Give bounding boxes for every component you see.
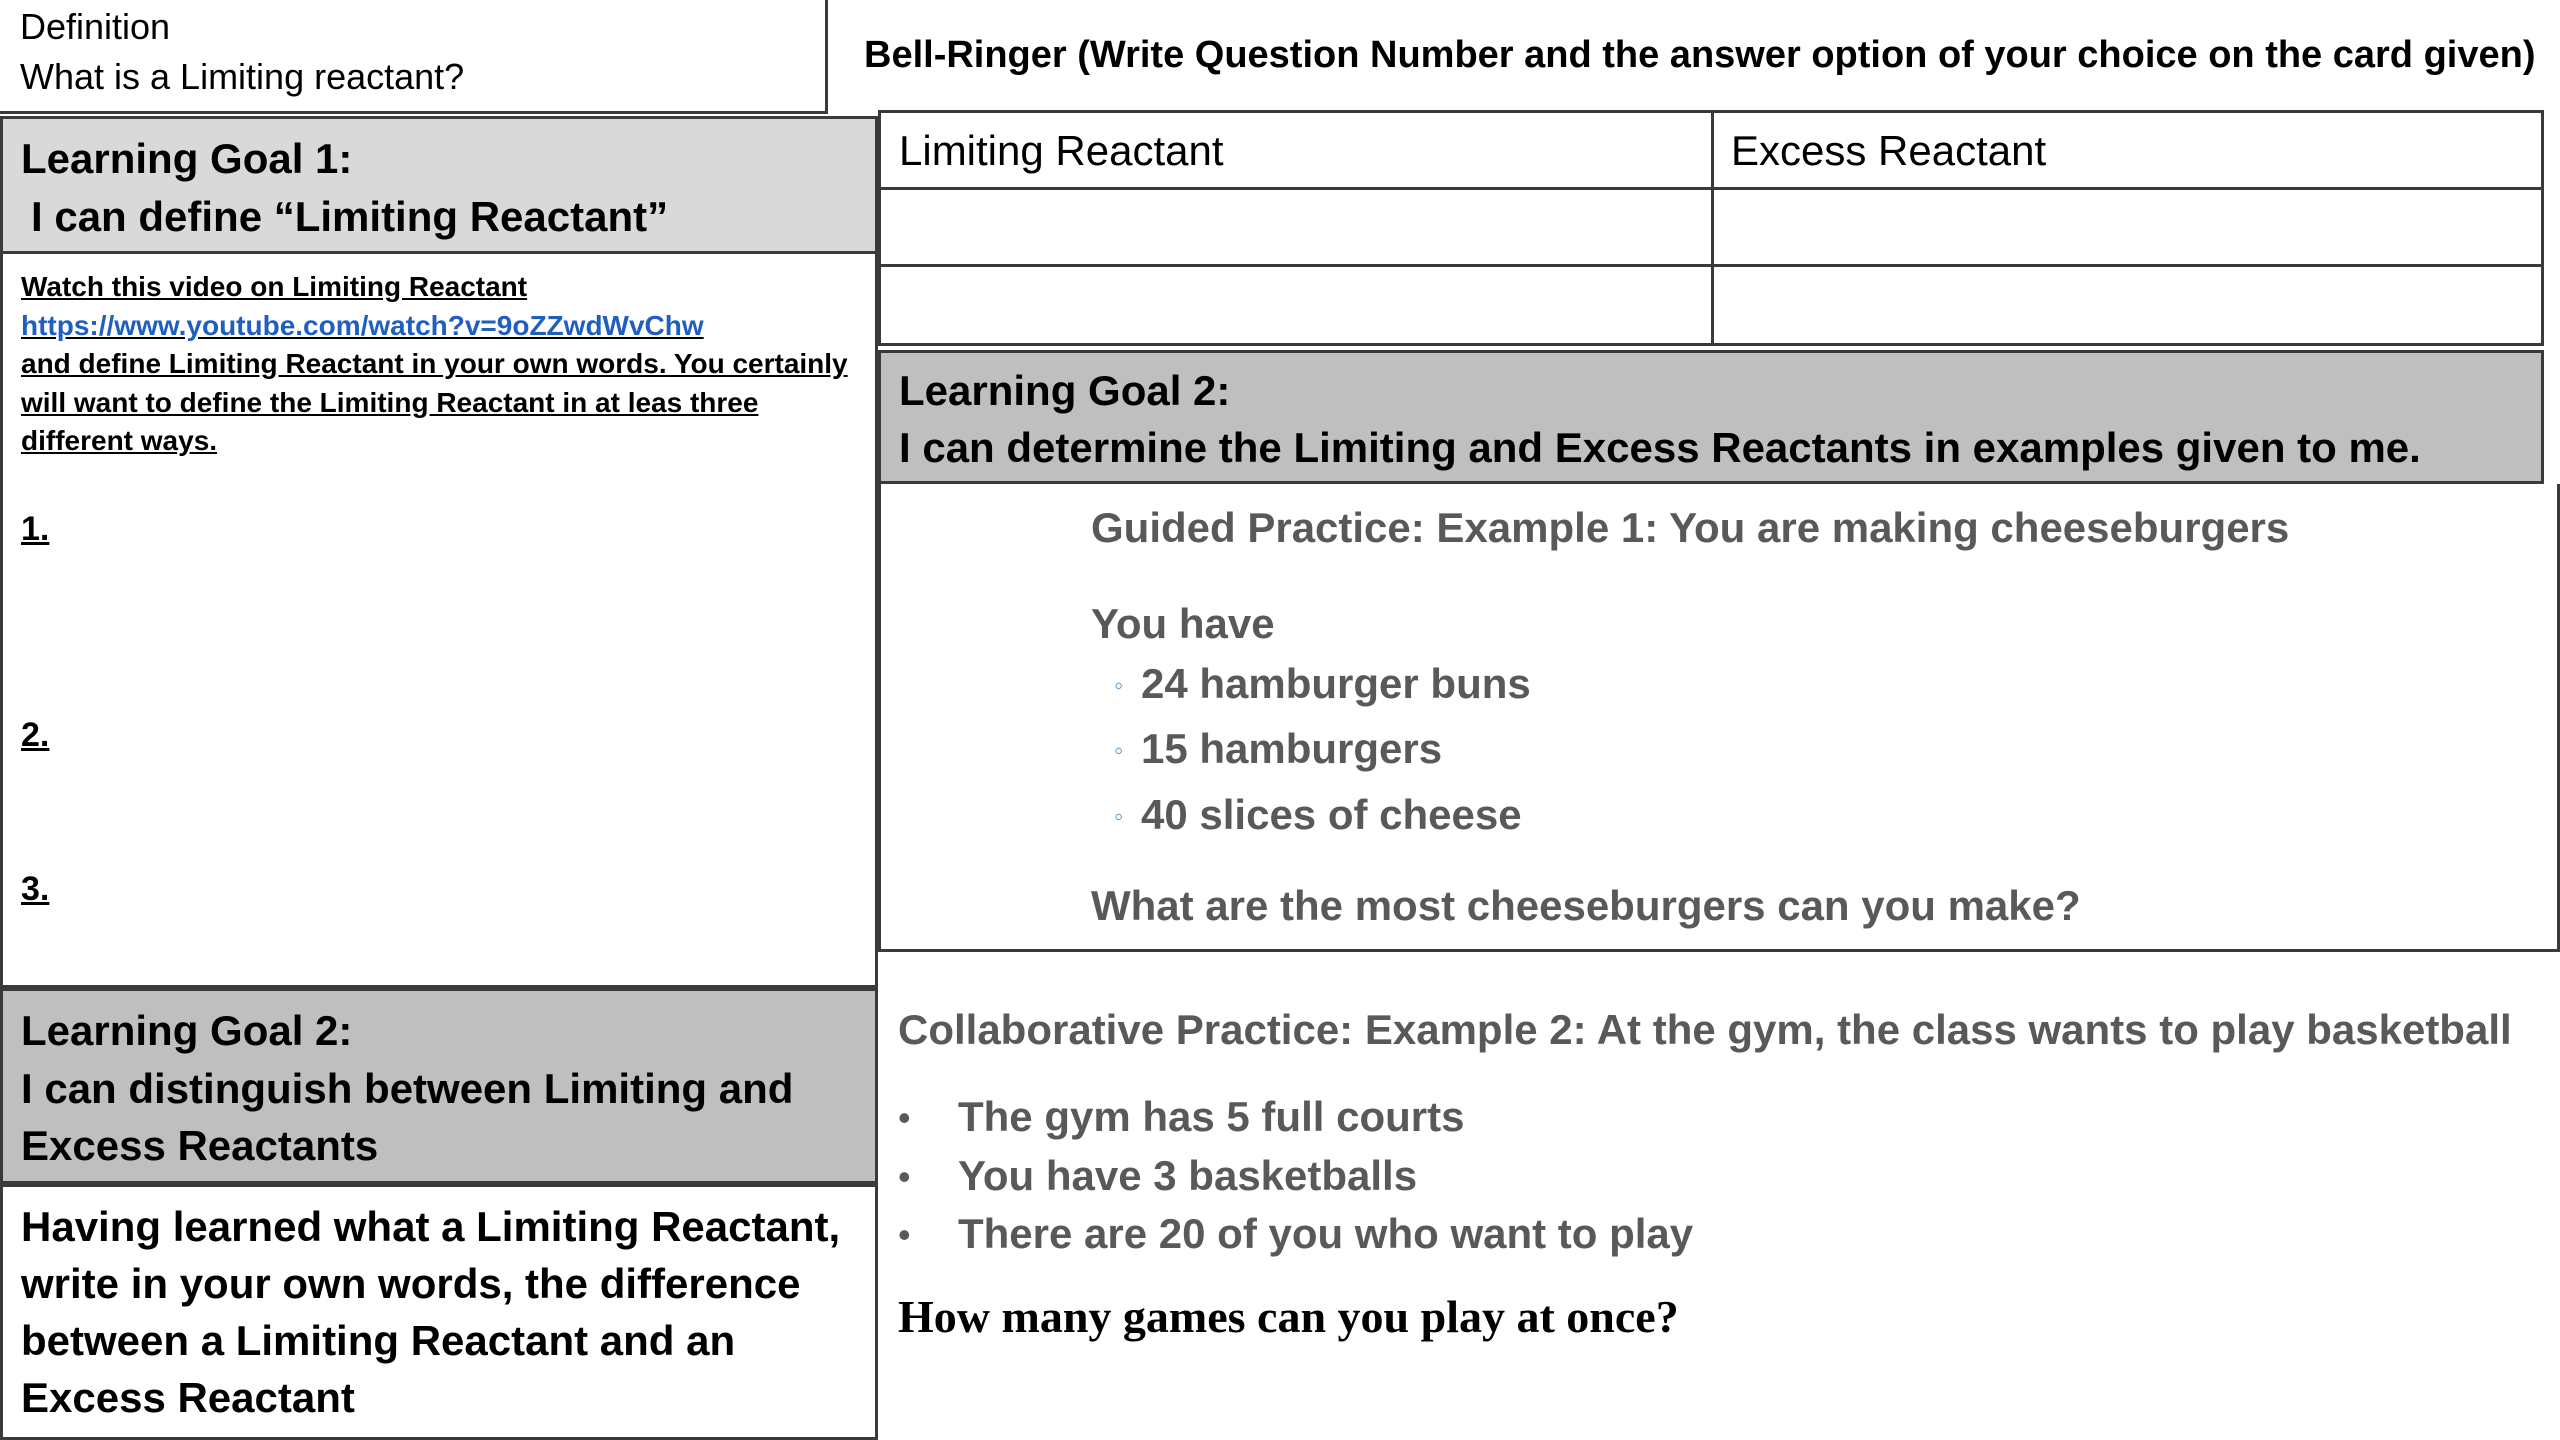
bullet-icon: ◦: [1114, 735, 1124, 765]
definition-box: [0, 0, 828, 114]
video-task-box: [0, 254, 878, 988]
guided-item-3: 40 slices of cheese: [1141, 791, 1522, 838]
definition-heading: Definition: [20, 6, 171, 47]
learning-goal-2-right-statement: I can determine the Limiting and Excess Reactants in examples given to me.: [899, 424, 2421, 471]
difference-task-box: [0, 1184, 878, 1440]
learning-goal-2-right-title: Learning Goal 2:: [899, 367, 1231, 414]
bullet-icon: •: [898, 1097, 911, 1138]
guided-practice-intro: You have: [1091, 600, 1275, 647]
video-link[interactable]: https://www.youtube.com/watch?v=9oZZwdWvChw: [21, 309, 704, 341]
learning-goal-2-left-line2: Excess Reactants: [21, 1122, 379, 1169]
learning-goal-2-left: [0, 988, 878, 1184]
guided-practice-title: Guided Practice: Example 1: You are making cheeseburgers: [1091, 504, 2290, 551]
guided-practice-box: [878, 484, 2560, 952]
answer-number-1: 1.: [21, 510, 50, 548]
difference-task-line2: write in your own words, the difference: [21, 1260, 801, 1307]
video-task-line2: and define Limiting Reactant in your own words. You certainly will want to define the Limiting Reactant in at leas three different ways.: [21, 348, 848, 456]
video-task-line1: Watch this video on Limiting Reactant: [21, 271, 528, 302]
bullet-icon: ◦: [1114, 801, 1124, 831]
learning-goal-1: [0, 116, 878, 254]
difference-task-line3: between a Limiting Reactant and an: [21, 1317, 736, 1364]
guided-practice-question: What are the most cheeseburgers can you make?: [1091, 882, 2081, 929]
collab-item-1: The gym has 5 full courts: [958, 1093, 1465, 1140]
video-task-text: [21, 268, 861, 461]
collab-item-3: There are 20 of you who want to play: [958, 1210, 1694, 1257]
table-cell[interactable]: [881, 267, 1711, 343]
bullet-icon: ◦: [1114, 670, 1124, 700]
table-cell[interactable]: [881, 190, 1711, 264]
answer-number-2: 2.: [21, 716, 50, 754]
learning-goal-1-statement: I can define “Limiting Reactant”: [31, 193, 669, 240]
collab-item-2: You have 3 basketballs: [958, 1152, 1418, 1199]
learning-goal-2-left-title: Learning Goal 2:: [21, 1007, 353, 1054]
answer-number-3: 3.: [21, 870, 50, 908]
table-header-excess: Excess Reactant: [1731, 127, 2047, 174]
learning-goal-2-left-line1: I can distinguish between Limiting and: [21, 1065, 794, 1112]
bell-ringer-instruction: Bell-Ringer (Write Question Number and the answer option of your choice on the card given): [864, 34, 2536, 76]
bell-ringer-table: [878, 110, 2544, 346]
guided-item-2: 15 hamburgers: [1141, 725, 1443, 772]
difference-task-line4: Excess Reactant: [21, 1374, 355, 1421]
bullet-icon: •: [898, 1214, 911, 1255]
guided-item-1: 24 hamburger buns: [1141, 660, 1531, 707]
table-cell[interactable]: [1714, 267, 2541, 343]
bullet-icon: •: [898, 1156, 911, 1197]
collaborative-practice-title: Collaborative Practice: Example 2: At the gym, the class wants to play basketball: [898, 1006, 2512, 1053]
difference-task-line1: Having learned what a Limiting Reactant,: [21, 1203, 841, 1250]
table-cell[interactable]: [1714, 190, 2541, 264]
learning-goal-1-title: Learning Goal 1:: [21, 135, 353, 182]
collaborative-practice-question: How many games can you play at once?: [898, 1291, 1679, 1342]
learning-goal-2-right: [878, 350, 2544, 484]
definition-question: What is a Limiting reactant?: [20, 56, 465, 97]
table-header-limiting: Limiting Reactant: [899, 127, 1224, 174]
